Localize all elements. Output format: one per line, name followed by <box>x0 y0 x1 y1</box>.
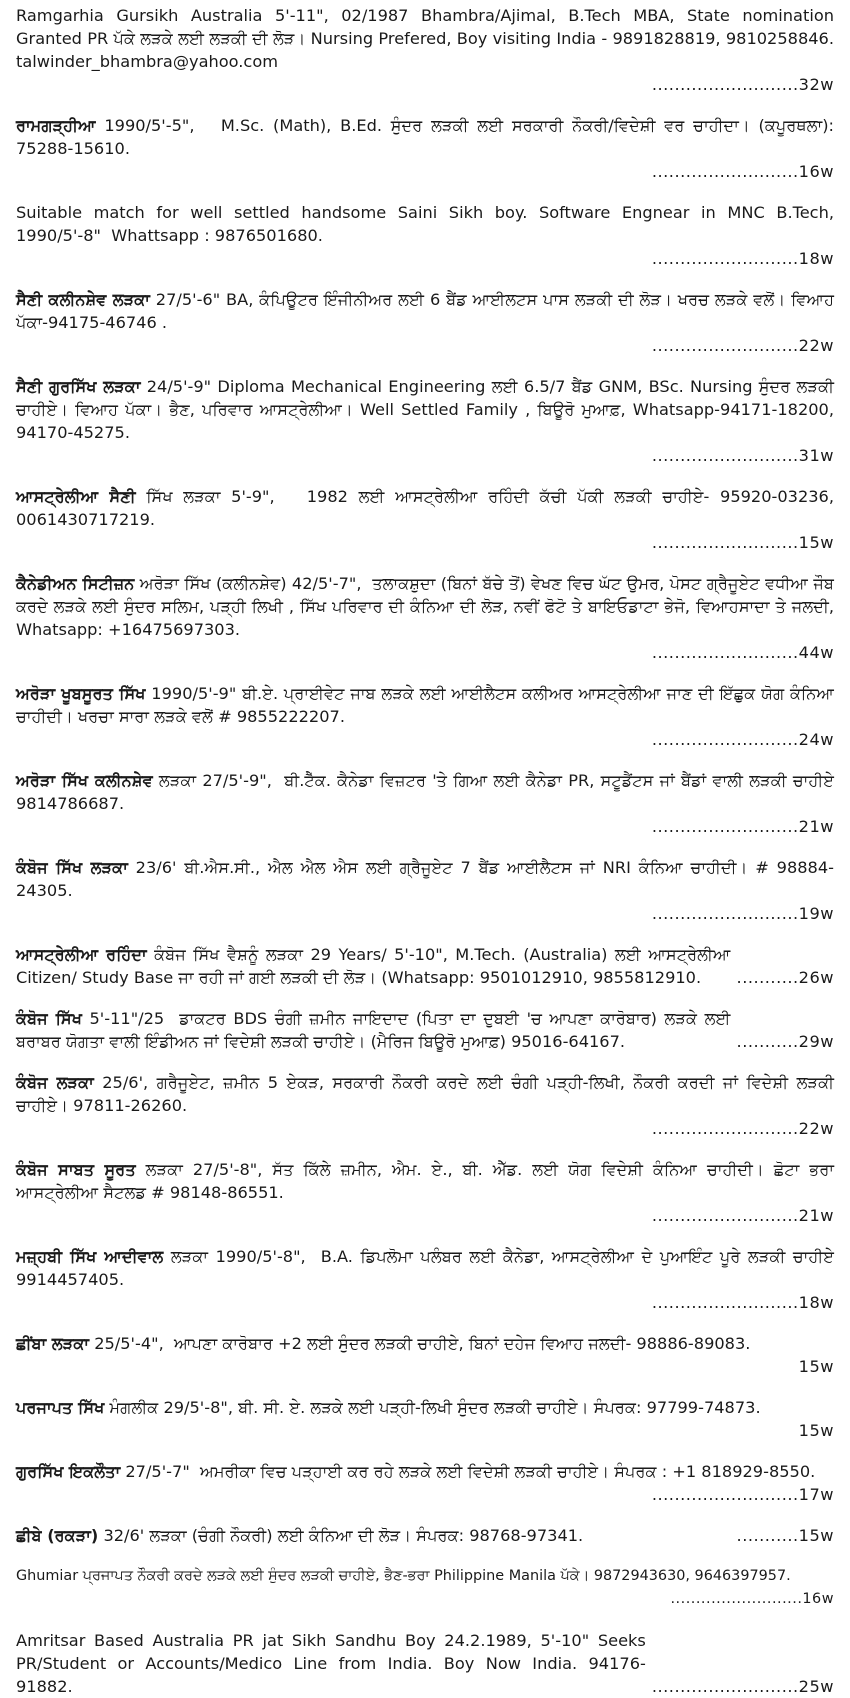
ad-words: 29w <box>798 1032 834 1051</box>
ad-words: 15w <box>798 1421 834 1440</box>
ad-body: 24/5'-9" Diploma Mechanical Engineering ਲਈ 6.5/7 ਬੈਂਡ GNM, BSc. Nursing ਸੁੰਦਰ ਲੜਕੀ ਚਾਹੀਏ। ਵਿਆਹ ਪੱਕਾ। ਭੈਣ, ਪਰਿਵਾਰ ਆਸਟ੍ਰੇਲੀਆ। Well Settled Family , ਬਿਊਰੋ ਮੁਆਫ਼, Whatsapp-94171-18200, 94170-45275. <box>16 377 845 442</box>
ad-body: 1990/5'-5", M.Sc. (Math), B.Ed. ਸੁੰਦਰ ਲੜਕੀ ਲਈ ਸਰਕਾਰੀ ਨੌਕਰੀ/ਵਿਦੇਸ਼ੀ ਵਰ ਚਾਹੀਦਾ। (ਕਪੂਰਥਲਾ): 75288-15610. <box>16 116 840 158</box>
ad-text <box>16 288 840 334</box>
ad-lead: ਆਸਟ੍ਰੇਲੀਆ ਰਹਿੰਦਾ <box>16 945 147 964</box>
ad-body: ਅਰੋੜਾ ਸਿੱਖ (ਕਲੀਨਸ਼ੇਵ) 42/5'-7", ਤਲਾਕਸ਼ੁਦਾ (ਬਿਨਾਂ ਬੱਚੇ ਤੋਂ) ਵੇਖਣ ਵਿਚ ਘੱਟ ਉਮਰ, ਪੋਸਟ ਗ੍ਰੈਜੂਏਟ ਵਧੀਆ ਜੌਬ ਕਰਦੇ ਲੜਕੇ ਲਈ ਸੁੰਦਰ ਸਲਿਮ, ਪੜ੍ਹੀ ਲਿਖੀ , ਸਿੱਖ ਪਰਿਵਾਰ ਦੀ ਕੰਨਿਆ ਦੀ ਲੋੜ, ਨਵੀਂ ਫੋਟੋ ਤੇ ਬਾਇਓਡਾਟਾ ਭੇਜੋ, ਵਿਆਹਸਾਦਾ ਤੇ ਜਲਦੀ, Whatsapp: +16475697303. <box>16 574 840 639</box>
ad-text <box>16 375 845 444</box>
ad-words: 32w <box>798 75 834 94</box>
matrimonial-ad <box>16 485 840 554</box>
ad-body: Amritsar Based Australia PR jat Sikh Sandhu Boy 24.2.1989, 5'-10" Seeks PR/Student or Accounts/Medico Line from India. Boy Now India. 94176-91882. <box>16 1631 652 1696</box>
ad-lead: ਅਰੋੜਾ ਸਿੱਖ ਕਲੀਨਸ਼ੇਵ <box>16 771 153 790</box>
ad-words: 15w <box>798 1526 834 1545</box>
ad-lead: ਕੰਬੋਜ ਸਿੱਖ ਲੜਕਾ <box>16 858 128 877</box>
matrimonial-ad <box>16 1007 834 1053</box>
ad-words: 16w <box>802 1591 834 1607</box>
ad-word-count <box>652 1675 834 1698</box>
ad-word-count <box>16 728 834 751</box>
matrimonial-ad <box>16 943 834 989</box>
ad-lead: ਪਰਜਾਪਤ ਸਿੱਖ <box>16 1398 105 1417</box>
ad-words: 24w <box>798 730 834 749</box>
ad-dots: ........... <box>736 1032 799 1051</box>
ad-words: 22w <box>798 336 834 355</box>
ad-words: 21w <box>798 1206 834 1225</box>
ad-words: 16w <box>798 162 834 181</box>
ad-body: Ramgarhia Gursikh Australia 5'-11", 02/1987 Bhambra/Ajimal, B.Tech MBA, State nomination Granted PR ਪੱਕੇ ਲੜਕੇ ਲਈ ਲੜਕੀ ਦੀ ਲੋੜ। Nursing Prefered, Boy visiting India - 9891828819, 9810258846. talwinder_bhambra@yahoo.com <box>16 6 840 71</box>
ad-text <box>16 943 736 989</box>
ad-word-count <box>16 1204 834 1227</box>
matrimonial-ad <box>16 1524 834 1547</box>
ad-words: 17w <box>798 1485 834 1504</box>
ad-word-count <box>737 966 834 989</box>
ad-word-count <box>16 531 834 554</box>
ad-body: 32/6' ਲੜਕਾ (ਚੰਗੀ ਨੌਕਰੀ) ਲਈ ਕੰਨਿਆ ਦੀ ਲੋੜ। ਸੰਪਰਕ: 98768-97341. <box>98 1526 584 1545</box>
ad-words: 31w <box>798 446 834 465</box>
ad-dots: ........... <box>736 968 799 987</box>
matrimonial-ad <box>16 4 840 96</box>
ad-dots: .......................... <box>651 162 799 181</box>
matrimonial-ad <box>16 769 840 838</box>
ad-body-row <box>16 1524 834 1547</box>
matrimonial-ad <box>16 288 840 357</box>
ad-word-count <box>16 641 834 664</box>
ad-dots: .......................... <box>651 336 799 355</box>
ad-lead: ਕੰਬੋਜ ਸਾਬਤ ਸੂਰਤ <box>16 1160 136 1179</box>
ad-body-row <box>16 1007 834 1053</box>
ad-text <box>16 1565 834 1588</box>
matrimonial-ad <box>16 682 840 751</box>
ad-body-row <box>16 943 834 989</box>
ad-lead: ਛੀਂਬਾ ਲੜਕਾ <box>16 1334 90 1353</box>
ad-lead: ਆਸਟ੍ਰੇਲੀਆ ਸੈਣੀ <box>16 487 136 506</box>
ad-dots: .......................... <box>670 1591 803 1607</box>
ad-lead: ਰਾਮਗੜ੍ਹੀਆ <box>16 116 96 135</box>
ad-body: ਲੜਕਾ 1990/5'-8", B.A. ਡਿਪਲੋਮਾ ਪਲੰਬਰ ਲਈ ਕੈਨੇਡਾ, ਆਸਟ੍ਰੇਲੀਆ ਦੇ ਪੁਆਇੰਟ ਪੂਰੇ ਲੜਕੀ ਚਾਹੀਏ 9914457405. <box>16 1247 840 1289</box>
ad-text <box>16 682 840 728</box>
ad-dots: .......................... <box>651 1293 799 1312</box>
ad-word-count <box>16 1419 834 1442</box>
ad-body-row <box>16 1629 834 1698</box>
ad-lead: ਕੰਬੋਜ ਸਿੱਖ <box>16 1009 82 1028</box>
ad-lead: ਗੁਰਸਿੱਖ ਇਕਲੌਤਾ <box>16 1462 121 1481</box>
ad-words: 22w <box>798 1119 834 1138</box>
ad-word-count <box>16 1291 834 1314</box>
matrimonial-ad <box>16 201 840 270</box>
ad-body: ਲੜਕਾ 27/5'-8", ਸੱਤ ਕਿੱਲੇ ਜ਼ਮੀਨ, ਐਮ. ਏ., ਬੀ. ਐੱਡ. ਲਈ ਯੋਗ ਵਿਦੇਸ਼ੀ ਕੰਨਿਆ ਚਾਹੀਦੀ। ਛੋਟਾ ਭਰਾ ਆਸਟ੍ਰੇਲੀਆ ਸੈਟਲਡ # 98148-86551. <box>16 1160 840 1202</box>
ad-body: Ghumiar ਪ੍ਰਜਾਪਤ ਨੌਕਰੀ ਕਰਦੇ ਲੜਕੇ ਲਈ ਸੁੰਦਰ ਲੜਕੀ ਚਾਹੀਏ, ਭੈਣ-ਭਰਾ Philippine Manila ਪੱਕੇ। 9872943630, 9646397957. <box>16 1568 791 1584</box>
ad-word-count <box>16 815 834 838</box>
ad-lead: ਕੈਨੇਡੀਅਨ ਸਿਟੀਜ਼ਨ <box>16 574 135 593</box>
ad-text <box>16 1245 840 1291</box>
ad-word-count <box>16 902 834 925</box>
ad-word-count <box>16 73 834 96</box>
ad-dots: .......................... <box>651 904 799 923</box>
ad-text <box>16 1007 736 1053</box>
ad-words: 15w <box>798 533 834 552</box>
ad-text <box>16 856 834 902</box>
ad-dots: .......................... <box>651 1206 799 1225</box>
ad-text <box>16 572 840 641</box>
ad-dots: .......................... <box>651 75 799 94</box>
ad-words: 19w <box>798 904 834 923</box>
ad-dots: .......................... <box>651 1677 799 1696</box>
matrimonial-ad <box>16 1565 834 1611</box>
ad-words: 25w <box>798 1677 834 1696</box>
ad-dots: .......................... <box>651 446 799 465</box>
matrimonial-ad <box>16 1071 840 1140</box>
matrimonial-ad <box>16 1629 834 1698</box>
ad-text <box>16 1396 834 1419</box>
ad-body: Suitable match for well settled handsome Saini Sikh boy. Software Engnear in MNC B.Tech, 1990/5'-8" Whattsapp : 9876501680. <box>16 203 840 245</box>
ad-word-count <box>737 1524 834 1547</box>
ad-text <box>16 1071 840 1117</box>
matrimonial-ad <box>16 114 840 183</box>
ad-words: 44w <box>798 643 834 662</box>
matrimonial-ad <box>16 1396 834 1442</box>
ad-text <box>16 769 840 815</box>
matrimonial-ad <box>16 1460 834 1506</box>
ad-body: ਮੰਗਲੀਕ 29/5'-8", ਬੀ. ਸੀ. ਏ. ਲੜਕੇ ਲਈ ਪੜ੍ਹੀ-ਲਿਖੀ ਸੁੰਦਰ ਲੜਕੀ ਚਾਹੀਏ। ਸੰਪਰਕ: 97799-74873. <box>104 1398 761 1417</box>
ad-word-count <box>737 1030 834 1053</box>
ad-words: 21w <box>798 817 834 836</box>
ad-text <box>16 1629 652 1698</box>
ad-word-count <box>16 1117 834 1140</box>
matrimonial-ad <box>16 1245 840 1314</box>
ad-body: ਸਿੱਖ ਲੜਕਾ 5'-9", 1982 ਲਈ ਆਸਟ੍ਰੇਲੀਆ ਰਹਿੰਦੀ ਕੱਚੀ ਪੱਕੀ ਲੜਕੀ ਚਾਹੀਏ- 95920-03236, 0061430717219. <box>16 487 840 529</box>
matrimonial-ad <box>16 1158 840 1227</box>
matrimonial-ad <box>16 572 840 664</box>
ad-word-count <box>16 444 834 467</box>
ad-word-count <box>16 1588 834 1611</box>
ad-word-count <box>16 1483 834 1506</box>
ad-word-count <box>16 247 834 270</box>
ad-body: 27/5'-6" BA, ਕੰਪਿਊਟਰ ਇੰਜੀਨੀਅਰ ਲਈ 6 ਬੈਂਡ ਆਈਲਟਸ ਪਾਸ ਲੜਕੀ ਦੀ ਲੋੜ। ਖਰਚ ਲੜਕੇ ਵਲੋਂ। ਵਿਆਹ ਪੱਕਾ-94175-46746 . <box>16 290 840 332</box>
ad-dots: ........... <box>736 1526 799 1545</box>
ad-text <box>16 1332 834 1355</box>
ad-body: ਕੰਬੋਜ ਸਿੱਖ ਵੈਸ਼ਨੂੰ ਲੜਕਾ 29 Years/ 5'-10", M.Tech. (Australia) ਲਈ ਆਸਟ੍ਰੇਲੀਆ Citizen/ Study Base ਜਾ ਰਹੀ ਜਾਂ ਗਈ ਲੜਕੀ ਦੀ ਲੋੜ। (Whatsapp: 9501012910, 9855812910. <box>16 945 736 987</box>
ad-body: 5'-11"/25 ਡਾਕਟਰ BDS ਚੰਗੀ ਜ਼ਮੀਨ ਜਾਇਦਾਦ (ਪਿਤਾ ਦਾ ਦੁਬਈ 'ਚ ਆਪਣਾ ਕਾਰੋਬਾਰ) ਲੜਕੇ ਲਈ ਬਰਾਬਰ ਯੋਗਤਾ ਵਾਲੀ ਇੰਡੀਅਨ ਜਾਂ ਵਿਦੇਸ਼ੀ ਲੜਕੀ ਚਾਹੀਏ। (ਮੈਰਿਜ ਬਿਊਰੋ ਮੁਆਫ਼) 95016-64167. <box>16 1009 736 1051</box>
ad-body: 25/5'-4", ਆਪਣਾ ਕਾਰੋਬਾਰ +2 ਲਈ ਸੁੰਦਰ ਲੜਕੀ ਚਾਹੀਏ, ਬਿਨਾਂ ਦਹੇਜ ਵਿਆਹ ਜਲਦੀ- 98886-89083. <box>89 1334 751 1353</box>
ad-text <box>16 1158 840 1204</box>
ad-body: ਲੜਕਾ 27/5'-9", ਬੀ.ਟੈੱਕ. ਕੈਨੇਡਾ ਵਿਜ਼ਟਰ 'ਤੇ ਗਿਆ ਲਈ ਕੈਨੇਡਾ PR, ਸਟੂਡੈਂਟਸ ਜਾਂ ਬੈਂਡਾਂ ਵਾਲੀ ਲੜਕੀ ਚਾਹੀਏ 9814786687. <box>16 771 840 813</box>
ad-dots: .......................... <box>651 817 799 836</box>
ad-lead: ਸੈਣੀ ਕਲੀਨਸ਼ੇਵ ਲੜਕਾ <box>16 290 150 309</box>
ad-body: 1990/5'-9" ਬੀ.ਏ. ਪ੍ਰਾਈਵੇਟ ਜਾਬ ਲੜਕੇ ਲਈ ਆਈਲੈਟਸ ਕਲੀਅਰ ਆਸਟ੍ਰੇਲੀਆ ਜਾਣ ਦੀ ਇੱਛੁਕ ਯੋਗ ਕੰਨਿਆ ਚਾਹੀਦੀ। ਖਰਚਾ ਸਾਰਾ ਲੜਕੇ ਵਲੋਂ # 9855222207. <box>16 684 840 726</box>
ad-lead: ਕੰਬੋਜ ਲੜਕਾ <box>16 1073 94 1092</box>
ad-lead: ਛੀਬੇ (ਰਕੜਾ) <box>16 1526 99 1545</box>
ad-lead: ਸੈਣੀ ਗੁਰਸਿੱਖ ਲੜਕਾ <box>16 377 141 396</box>
matrimonial-ad <box>16 1332 834 1378</box>
ad-dots: .......................... <box>651 730 799 749</box>
ad-body: 23/6' ਬੀ.ਐਸ.ਸੀ., ਐਲ ਐਲ ਐਸ ਲਈ ਗ੍ਰੈਜੂਏਟ 7 ਬੈਂਡ ਆਈਲੈਟਸ ਜਾਂ NRI ਕੰਨਿਆ ਚਾਹੀਦੀ। # 98884-24305. <box>16 858 834 900</box>
ad-lead: ਅਰੋੜਾ ਖੂਬਸੂਰਤ ਸਿੱਖ <box>16 684 146 703</box>
ad-words: 18w <box>798 1293 834 1312</box>
ad-body: 27/5'-7" ਅਮਰੀਕਾ ਵਿਚ ਪੜ੍ਹਾਈ ਕਰ ਰਹੇ ਲੜਕੇ ਲਈ ਵਿਦੇਸ਼ੀ ਲੜਕੀ ਚਾਹੀਏ। ਸੰਪਰਕ : +1 818929-8550. <box>120 1462 816 1481</box>
ad-body: 25/6', ਗਰੈਜੂਏਟ, ਜ਼ਮੀਨ 5 ਏਕੜ, ਸਰਕਾਰੀ ਨੌਕਰੀ ਕਰਦੇ ਲਈ ਚੰਗੀ ਪੜ੍ਹੀ-ਲਿਖੀ, ਨੌਕਰੀ ਕਰਦੀ ਜਾਂ ਵਿਦੇਸ਼ੀ ਲੜਕੀ ਚਾਹੀਏ। 97811-26260. <box>16 1073 840 1115</box>
ad-word-count <box>16 160 834 183</box>
ad-word-count <box>16 334 834 357</box>
ad-word-count <box>16 1355 834 1378</box>
ad-words: 18w <box>798 249 834 268</box>
ad-text <box>16 485 840 531</box>
ad-dots: .......................... <box>651 643 799 662</box>
ad-dots: .......................... <box>651 533 799 552</box>
ad-words: 26w <box>798 968 834 987</box>
ad-text <box>16 1524 731 1547</box>
ad-text <box>16 201 840 247</box>
matrimonial-ad <box>16 375 845 467</box>
ad-text <box>16 114 840 160</box>
ad-text <box>16 4 840 73</box>
ad-dots: .......................... <box>651 1485 799 1504</box>
ad-text <box>16 1460 834 1483</box>
ad-words: 15w <box>798 1357 834 1376</box>
ad-dots: .......................... <box>651 249 799 268</box>
matrimonial-ad <box>16 856 834 925</box>
ad-lead: ਮਜ਼੍ਹਬੀ ਸਿੱਖ ਆਦੀਵਾਲ <box>16 1247 164 1266</box>
ad-dots: .......................... <box>651 1119 799 1138</box>
